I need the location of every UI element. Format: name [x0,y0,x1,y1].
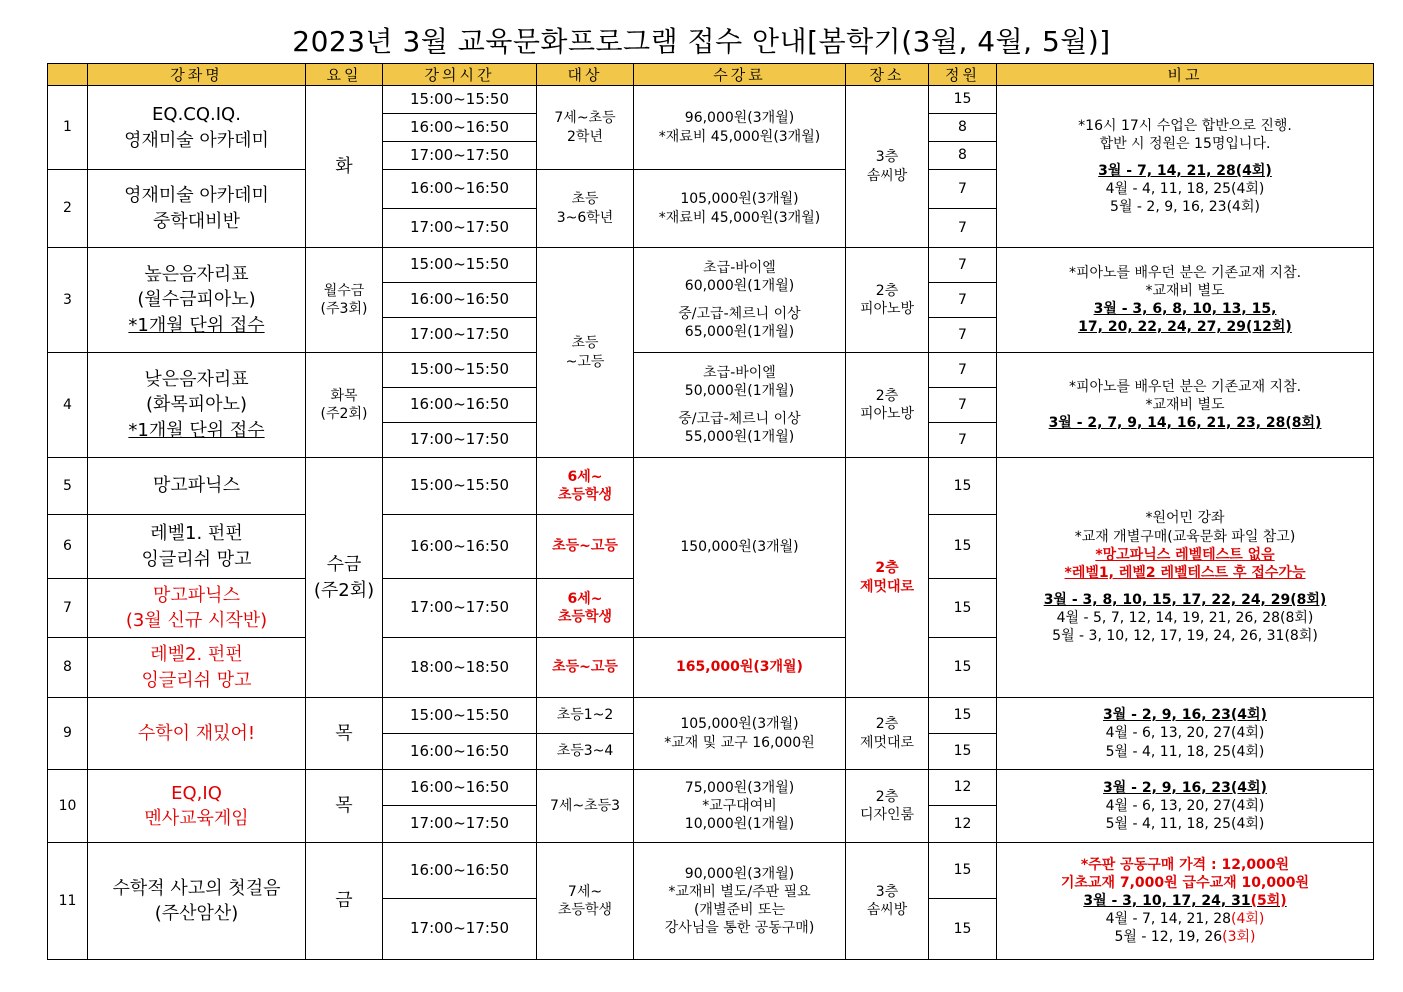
course-time: 16:00~16:50 [383,114,537,142]
course-target: 초등 ~고등 [537,248,634,458]
table-row [48,248,1374,283]
course-time: 17:00~17:50 [383,142,537,170]
row-num: 2 [48,170,88,248]
course-time: 18:00~18:50 [383,638,537,698]
header-num [48,64,88,86]
course-name: 망고파닉스 [88,458,306,515]
table-row [48,458,1374,515]
course-time: 16:00~16:50 [383,734,537,770]
course-target: 6세~ 초등학생 [537,458,634,515]
course-fee: 150,000원(3개월) [634,458,846,638]
course-capacity: 7 [929,170,997,209]
header-day: 요일 [306,64,383,86]
course-target: 초등~고등 [537,638,634,698]
table-row [48,698,1374,734]
row-num: 1 [48,86,88,170]
course-time: 16:00~16:50 [383,843,537,899]
course-capacity: 15 [929,86,997,114]
course-capacity: 15 [929,515,997,579]
course-fee: 75,000원(3개월) *교구대여비 10,000원(1개월) [634,770,846,843]
course-name: 낮은음자리표 (화목피아노) *1개월 단위 접수 [88,353,306,458]
course-time: 15:00~15:50 [383,248,537,283]
course-capacity: 15 [929,638,997,698]
course-time: 17:00~17:50 [383,423,537,458]
course-time: 17:00~17:50 [383,806,537,843]
row-num: 6 [48,515,88,579]
course-capacity: 7 [929,209,997,248]
course-capacity: 15 [929,899,997,960]
course-time: 15:00~15:50 [383,86,537,114]
header-time: 강의시간 [383,64,537,86]
table-row [48,843,1374,899]
course-capacity: 7 [929,318,997,353]
course-time: 15:00~15:50 [383,353,537,388]
course-day: 화 [306,86,383,248]
course-fee: 초급-바이엘 50,000원(1개월) 중/고급-체르니 이상 55,000원(1개월) [634,353,846,458]
page-title: 2023년 3월 교육문화프로그램 접수 안내[봄학기(3월, 4월, 5월)] [292,25,1111,58]
course-name: 망고파닉스 (3월 신규 시작반) [88,579,306,638]
course-place: 2층 제멋대로 [846,698,929,770]
course-target: 초등 3~6학년 [537,170,634,248]
course-capacity: 8 [929,114,997,142]
row-num: 3 [48,248,88,353]
course-capacity: 7 [929,388,997,423]
course-time: 17:00~17:50 [383,318,537,353]
course-target: 7세~ 초등학생 [537,843,634,960]
course-note: 3월 - 2, 9, 16, 23(4회) 4월 - 6, 13, 20, 27(4회) 5월 - 4, 11, 18, 25(4회) [997,770,1374,843]
row-num: 4 [48,353,88,458]
course-time: 16:00~16:50 [383,388,537,423]
course-note: *피아노를 배우던 분은 기존교재 지참. *교재비 별도 3월 - 2, 7, 9, 14, 16, 21, 23, 28(8회) [997,353,1374,458]
course-note: *16시 17시 수업은 합반으로 진행. 합반 시 정원은 15명입니다. 3월 - 7, 14, 21, 28(4회) 4월 - 4, 11, 18, 25(4회) 5월 - 2, 9, 16, 23(4회) [997,86,1374,248]
table-row [48,353,1374,388]
row-num: 11 [48,843,88,960]
course-capacity: 15 [929,843,997,899]
course-fee: 초급-바이엘 60,000원(1개월) 중/고급-체르니 이상 65,000원(1개월) [634,248,846,353]
course-name: 레벨2. 펀펀 잉글리쉬 망고 [88,638,306,698]
course-place: 2층 피아노방 [846,353,929,458]
course-capacity: 12 [929,806,997,843]
course-time: 15:00~15:50 [383,698,537,734]
course-capacity: 15 [929,458,997,515]
course-capacity: 15 [929,579,997,638]
course-name: EQ.CQ.IQ. 영재미술 아카데미 [88,86,306,170]
course-fee: 90,000원(3개월) *교재비 별도/주판 필요 (개별준비 또는 강사님을 통한 공동구매) [634,843,846,960]
course-name: 수학적 사고의 첫걸음 (주산암산) [88,843,306,960]
course-target: 7세~초등 2학년 [537,86,634,170]
course-day: 수금 (주2회) [306,458,383,698]
course-target: 초등1~2 [537,698,634,734]
course-note: 3월 - 2, 9, 16, 23(4회) 4월 - 6, 13, 20, 27(4회) 5월 - 4, 11, 18, 25(4회) [997,698,1374,770]
table-row [48,770,1374,806]
course-note: *원어민 강좌 *교재 개별구매(교육문화 파일 참고) *망고파닉스 레벨테스트 없음 *레벨1, 레벨2 레벨테스트 후 접수가능 3월 - 3, 8, 10, 15, 17, 22, 24, 29(8회) 4월 - 5, 7, 12, 14, 19, 21, 26, 28(8회) 5월 - 3, 10, 12, 17, 19, 24, 26, 31(8회) [997,458,1374,698]
course-time: 16:00~16:50 [383,283,537,318]
course-name: 영재미술 아카데미 중학대비반 [88,170,306,248]
row-num: 8 [48,638,88,698]
header-place: 장소 [846,64,929,86]
course-place: 2층 피아노방 [846,248,929,353]
course-time: 15:00~15:50 [383,458,537,515]
course-place: 2층 제멋대로 [846,458,929,698]
course-time: 16:00~16:50 [383,515,537,579]
row-num: 7 [48,579,88,638]
course-place: 3층 솜씨방 [846,843,929,960]
course-note: *피아노를 배우던 분은 기존교재 지참. *교재비 별도 3월 - 3, 6, 8, 10, 13, 15, 17, 20, 22, 24, 27, 29(12회) [997,248,1374,353]
course-fee: 105,000원(3개월) *교재 및 교구 16,000원 [634,698,846,770]
course-target: 6세~ 초등학생 [537,579,634,638]
course-capacity: 8 [929,142,997,170]
row-num: 5 [48,458,88,515]
course-capacity: 7 [929,423,997,458]
course-day: 목 [306,770,383,843]
course-time: 16:00~16:50 [383,770,537,806]
course-day: 금 [306,843,383,960]
course-name: 높은음자리표 (월수금피아노) *1개월 단위 접수 [88,248,306,353]
course-place: 3층 솜씨방 [846,86,929,248]
course-capacity: 7 [929,353,997,388]
course-capacity: 7 [929,248,997,283]
course-note: *주판 공동구매 가격 : 12,000원 기초교재 7,000원 급수교재 10,000원 3월 - 3, 10, 17, 24, 31(5회) 4월 - 7, 14, 21, 28(4회) 5월 - 12, 19, 26(3회) [997,843,1374,960]
course-target: 7세~초등3 [537,770,634,843]
course-place: 2층 디자인룸 [846,770,929,843]
header-row [48,64,1374,86]
course-name: 수학이 재밌어! [88,698,306,770]
row-num: 10 [48,770,88,843]
header-fee: 수강료 [634,64,846,86]
course-fee: 165,000원(3개월) [634,638,846,698]
course-day: 화목 (주2회) [306,353,383,458]
course-target: 초등~고등 [537,515,634,579]
table-row [48,86,1374,114]
course-name: EQ,IQ 멘사교육게임 [88,770,306,843]
header-note: 비고 [997,64,1374,86]
course-fee: 105,000원(3개월) *재료비 45,000원(3개월) [634,170,846,248]
course-time: 16:00~16:50 [383,170,537,209]
course-day: 월수금 (주3회) [306,248,383,353]
course-day: 목 [306,698,383,770]
course-capacity: 7 [929,283,997,318]
header-course-name: 강좌명 [88,64,306,86]
course-time: 17:00~17:50 [383,899,537,960]
course-name: 레벨1. 펀펀 잉글리쉬 망고 [88,515,306,579]
course-time: 17:00~17:50 [383,209,537,248]
course-capacity: 12 [929,770,997,806]
course-target: 초등3~4 [537,734,634,770]
header-target: 대상 [537,64,634,86]
course-capacity: 15 [929,734,997,770]
course-time: 17:00~17:50 [383,579,537,638]
course-fee: 96,000원(3개월) *재료비 45,000원(3개월) [634,86,846,170]
program-table [47,63,1374,960]
row-num: 9 [48,698,88,770]
header-capacity: 정원 [929,64,997,86]
course-capacity: 15 [929,698,997,734]
